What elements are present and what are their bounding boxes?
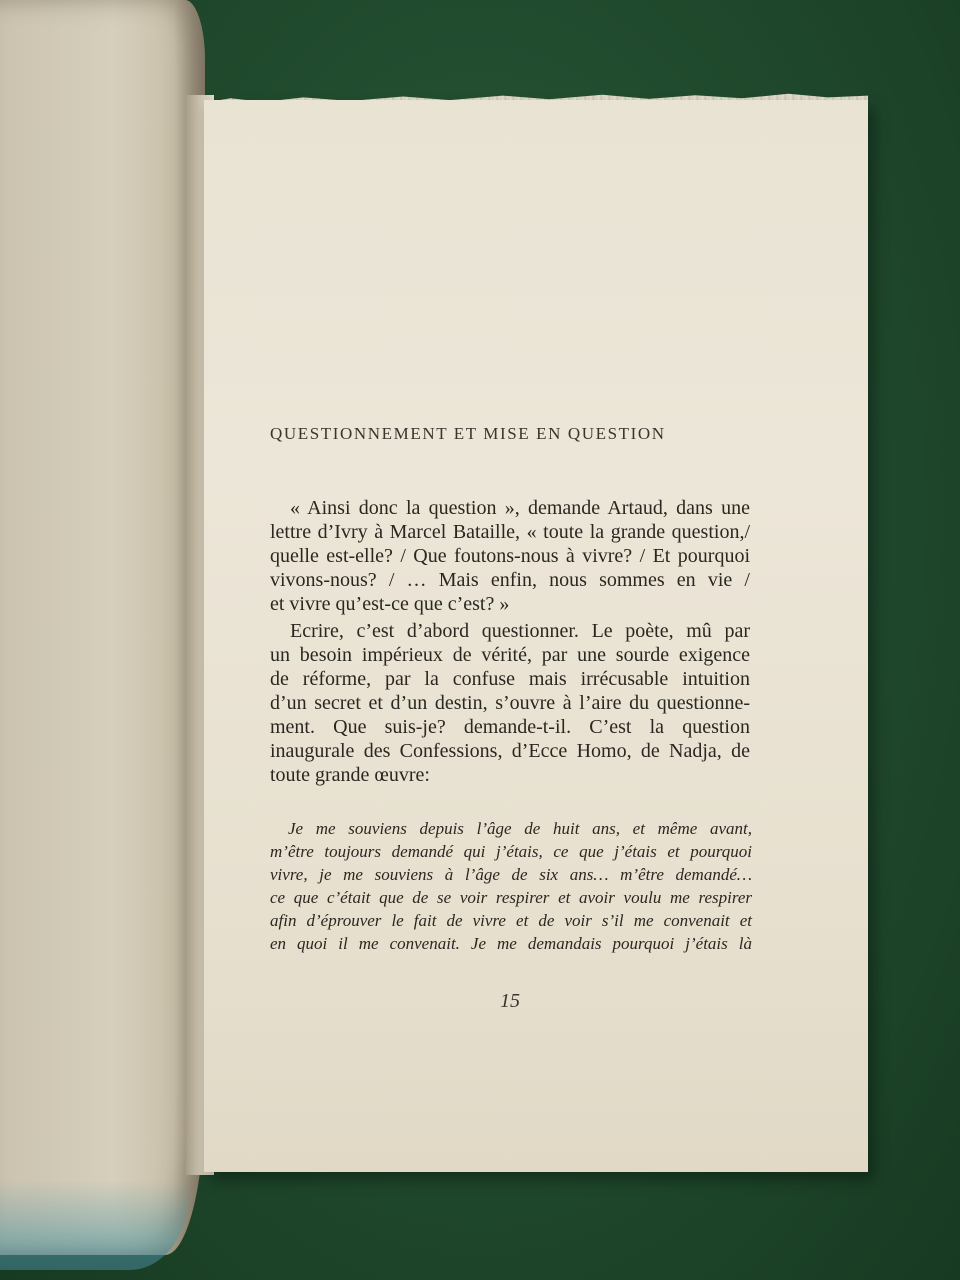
paragraph1-line: lettre d’Ivry à Marcel Bataille, « toute la grande question,/ xyxy=(270,521,750,543)
paragraph2-line: d’un secret et d’un destin, s’ouvre à l’aire du questionne- xyxy=(270,692,750,714)
left-page xyxy=(0,0,205,1255)
left-page-edge xyxy=(0,1180,190,1270)
paragraph1-line: quelle est-elle? / Que foutons-nous à vivre? / Et pourquoi xyxy=(270,545,750,567)
paragraph2-line: un besoin impérieux de vérité, par une sourde exigence xyxy=(270,644,750,666)
quote-line: afin d’éprouver le fait de vivre et de voir s’il me convenait et xyxy=(270,911,752,930)
quote-line: en quoi il me convenait. Je me demandais pourquoi j’étais là xyxy=(270,934,752,953)
chapter-title: QUESTIONNEMENT ET MISE EN QUESTION xyxy=(270,424,666,443)
quote-line: Je me souviens depuis l’âge de huit ans, et même avant, xyxy=(288,819,752,838)
quote-line: ce que c’était que de se voir respirer et avoir voulu me respirer xyxy=(270,888,752,907)
quote-line: vivre, je me souviens à l’âge de six ans… m’être demandé… xyxy=(270,865,752,884)
paragraph1-line: vivons-nous? / … Mais enfin, nous sommes en vie / xyxy=(270,569,750,591)
paragraph1-line: et vivre qu’est-ce que c’est? » xyxy=(270,593,510,615)
right-page xyxy=(204,100,868,1172)
paragraph2-line: Ecrire, c’est d’abord questionner. Le poète, mû par xyxy=(290,620,750,642)
paragraph2-line: toute grande œuvre: xyxy=(270,764,430,786)
paragraph2-line: de réforme, par la confuse mais irrécusable intuition xyxy=(270,668,750,690)
quote-line: m’être toujours demandé qui j’étais, ce que j’étais et pourquoi xyxy=(270,842,752,861)
paragraph2-line: inaugurale des Confessions, d’Ecce Homo, de Nadja, de xyxy=(270,740,750,762)
paragraph1-line: « Ainsi donc la question », demande Artaud, dans une xyxy=(290,497,750,519)
paragraph2-line: ment. Que suis-je? demande-t-il. C’est la question xyxy=(270,716,750,738)
page-text xyxy=(204,100,868,1172)
page-number: 15 xyxy=(500,990,520,1012)
